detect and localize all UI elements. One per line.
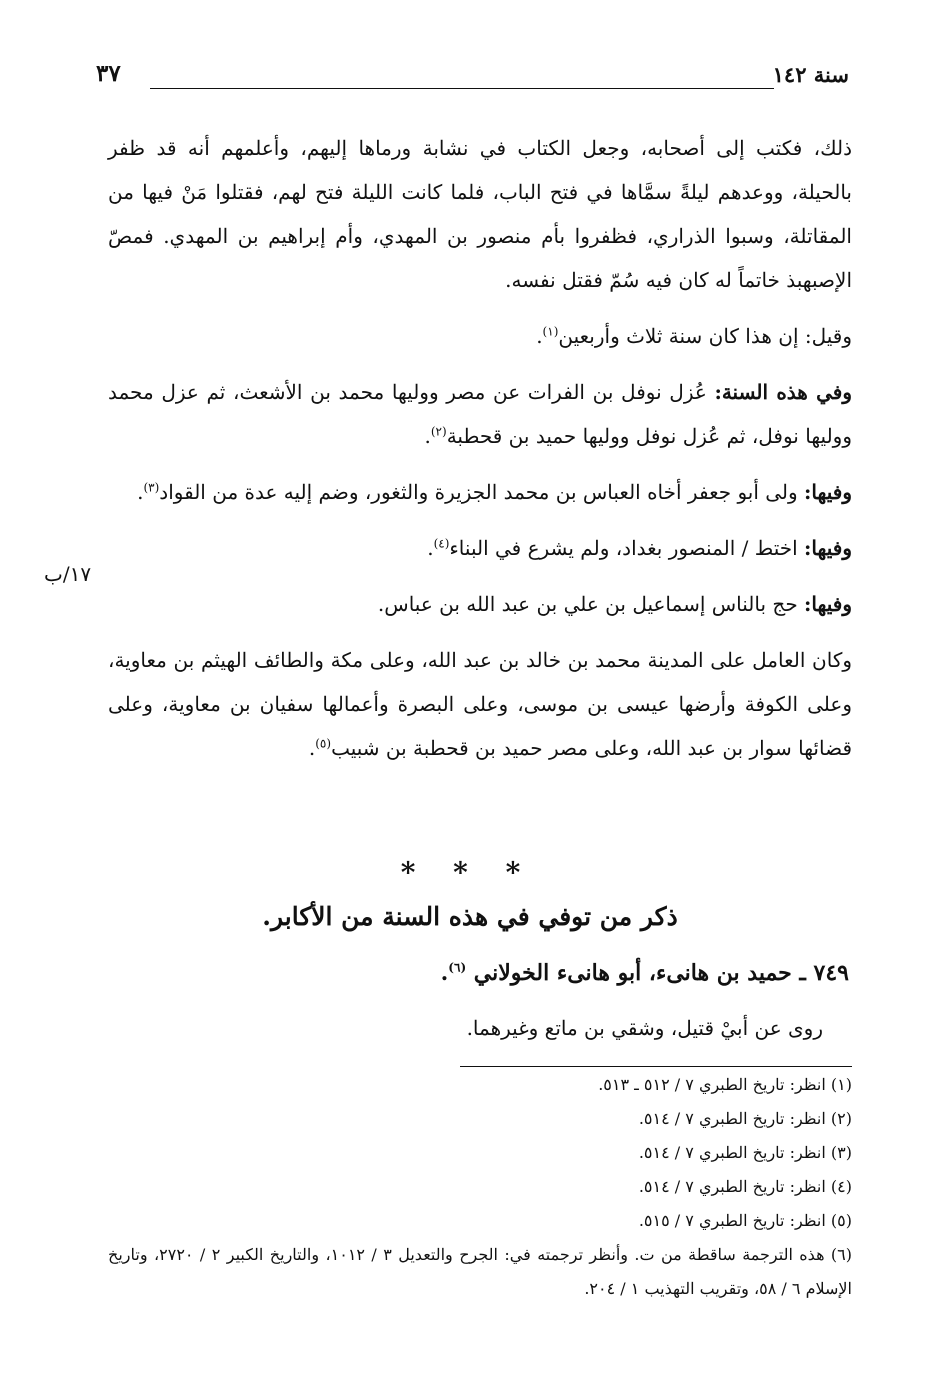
footnote-5: (٥) انظر: تاريخ الطبري ٧ / ٥١٥. bbox=[638, 1211, 852, 1230]
paragraph-3-lead: وفي هذه السنة: bbox=[714, 380, 852, 404]
paragraph-5-text: اختط / المنصور بغداد، ولم يشرع في البناء bbox=[449, 536, 805, 560]
footnote-ref-1: (١) bbox=[542, 324, 559, 339]
footnote-ref-2: (٢) bbox=[430, 424, 447, 439]
footnote-1: (١) انظر: تاريخ الطبري ٧ / ٥١٢ ـ ٥١٣. bbox=[598, 1075, 852, 1094]
paragraph-6-text: حج بالناس إسماعيل بن علي بن عبد الله بن عباس. bbox=[377, 592, 805, 616]
footnote-4: (٤) انظر: تاريخ الطبري ٧ / ٥١٤. bbox=[638, 1177, 852, 1196]
paragraph-5: وفيها: اختط / المنصور بغداد، ولم يشرع في البناء$^{(٤)}$. bbox=[427, 536, 852, 560]
paragraph-7: وكان العامل على المدينة محمد بن خالد بن عبد الله، وعلى مكة والطائف الهيثم بن معاوية، وعلى الكوفة وأرضها عيسى بن موسى، وعلى البصرة وأعمالها سفيان بن معاوية، وعلى قضائها سوار بن عبد الله، وعلى مصر حميد بن قحطبة بن شبيب$^{(٥)}$. bbox=[108, 648, 852, 760]
footnote-2: (٢) انظر: تاريخ الطبري ٧ / ٥١٤. bbox=[638, 1109, 852, 1128]
footnote-ref-3: (٣) bbox=[143, 480, 160, 495]
paragraph-4-lead: وفيها: bbox=[804, 480, 852, 504]
paragraph-4-text: ولى أبو جعفر أخاه العباس بن محمد الجزيرة والثغور، وضم إليه عدة من القواد bbox=[159, 480, 805, 504]
paragraph-3: وفي هذه السنة: عُزل نوفل بن الفرات عن مصر ووليها محمد بن الأشعث، ثم عزل محمد ووليها نوفل، ثم عُزل نوفل ووليها حميد بن قحطبة$^{(٢)}$. bbox=[108, 380, 852, 448]
header-rule bbox=[150, 88, 774, 89]
footnote-6: (٦) هذه الترجمة ساقطة من ت. وأنظر ترجمته في: الجرح والتعديل ٣ / ١٠١٢، والتاريخ الكبير ٢ / ٢٧٢٠، وتاريخ الإسلام ٦ / ٥٨، وتقريب التهذيب ١ / ٢٠٤. bbox=[108, 1245, 853, 1298]
page-number: ٣٧ bbox=[96, 60, 121, 87]
footnote-ref-5: (٥) bbox=[315, 736, 332, 751]
paragraph-6 bbox=[108, 582, 852, 626]
biography-entry-text: روى عن أبيْ قتيل، وشقي بن ماتع وغيرهما. bbox=[466, 1016, 823, 1040]
paragraph-5-lead: وفيها: bbox=[804, 536, 852, 560]
manuscript-folio-note: ١٧/ب bbox=[44, 562, 92, 586]
paragraph-3-text: عُزل نوفل بن الفرات عن مصر ووليها محمد بن الأشعث، ثم عزل محمد ووليها نوفل، ثم عُزل نوفل ووليها حميد بن قحطبة bbox=[108, 380, 852, 448]
paragraph-2-text: وقيل: إن هذا كان سنة ثلاث وأربعين bbox=[558, 324, 852, 348]
paragraph-1 bbox=[108, 126, 852, 302]
footnote-3: (٣) انظر: تاريخ الطبري ٧ / ٥١٤. bbox=[638, 1143, 852, 1162]
footnote-ref-6: (٦) bbox=[448, 960, 467, 975]
footnotes bbox=[108, 1068, 852, 1306]
paragraph-6-lead: وفيها: bbox=[804, 592, 852, 616]
section-separator: * * * bbox=[400, 856, 535, 889]
section-title: ذكر من توفي في هذه السنة من الأكابر. bbox=[262, 902, 678, 931]
footnote-ref-4: (٤) bbox=[433, 536, 450, 551]
main-text bbox=[108, 126, 852, 782]
biography-entry-title: ٧٤٩ ـ حميد بن هانىء، أبو هانىء الخولاني $^{(٦)}$. bbox=[440, 960, 849, 986]
paragraph-7-text: وكان العامل على المدينة محمد بن خالد بن عبد الله، وعلى مكة والطائف الهيثم بن معاوية، وعلى الكوفة وأرضها عيسى بن موسى، وعلى البصرة وأعمالها سفيان بن معاوية، وعلى قضائها سوار بن عبد الله، وعلى مصر حميد بن قحطبة بن شبيب bbox=[108, 648, 852, 760]
running-header: سنة ١٤٢ bbox=[772, 62, 849, 87]
paragraph-4: وفيها: ولى أبو جعفر أخاه العباس بن محمد الجزيرة والثغور، وضم إليه عدة من القواد$^{(٣)}$. bbox=[137, 480, 852, 504]
paragraph-1-text: ذلك، فكتب إلى أصحابه، وجعل الكتاب في نشابة ورماها إليهم، وأعلمهم أنه قد ظفر بالحيلة، ووعدهم ليلةً سمَّاها في فتح الباب، فلما كانت الليلة فتح لهم، فقتلوا مَنْ فيها من المقاتلة، وسبوا الذراري، فظفروا بأم منصور بن المهدي، وأم إبراهيم بن المهدي. فمصّ الإصبهبذ خاتماً له كان فيه سُمّ فقتل نفسه. bbox=[108, 136, 852, 292]
paragraph-2: وقيل: إن هذا كان سنة ثلاث وأربعين$^{(١)}$. bbox=[536, 324, 852, 348]
entry-title-text: ٧٤٩ ـ حميد بن هانىء، أبو هانىء الخولاني bbox=[473, 960, 849, 986]
footnote-rule bbox=[460, 1066, 852, 1067]
